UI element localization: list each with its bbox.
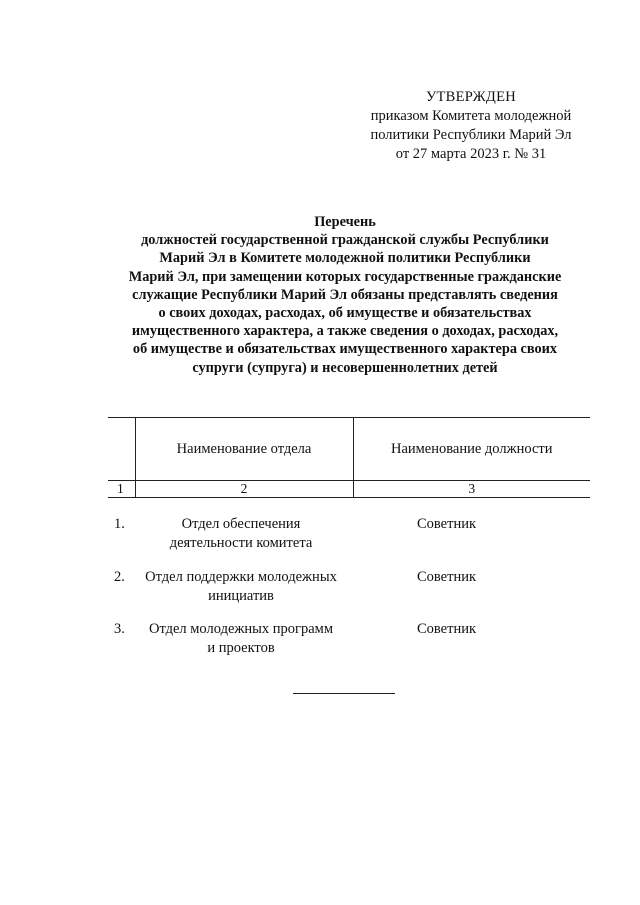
column-number-row: [108, 481, 590, 498]
title-line: Марий Эл в Комитете молодежной политики Республики: [159, 250, 531, 267]
row-position: Советник: [416, 621, 477, 637]
title-heading: Перечень: [314, 214, 376, 230]
positions-table: [108, 417, 590, 658]
title-line: имущественного характера, а также сведения о доходах, расходах,: [131, 323, 559, 340]
title-line: об имуществе и обязательствах имущественного характера своих: [132, 341, 558, 358]
header-position: Наименование должности: [353, 418, 590, 481]
department-line: деятельности комитета: [169, 535, 313, 551]
row-position: Советник: [416, 569, 477, 585]
approval-line: приказом Комитета молодежной: [370, 108, 572, 124]
column-number: 1: [108, 481, 135, 498]
department-line: и проектов: [207, 640, 275, 656]
department-line: Отдел поддержки молодежных: [145, 569, 337, 585]
table-row: [108, 498, 590, 554]
title-line: о своих доходах, расходах, об имуществе и обязательствах: [158, 305, 532, 322]
column-number: 2: [135, 481, 353, 498]
department-line: Отдел молодежных программ: [148, 621, 334, 637]
document-title: [100, 213, 590, 377]
row-department: [135, 498, 353, 554]
header-department: Наименование отдела: [135, 418, 353, 481]
row-index: 1.: [114, 516, 125, 532]
title-line: должностей государственной гражданской службы Республики: [141, 232, 549, 249]
table-header-row: [108, 418, 590, 481]
title-line: Марий Эл, при замещении которых государственные гражданские: [128, 268, 562, 285]
closing-divider: [293, 693, 395, 694]
title-line: служащие Республики Марий Эл обязаны представлять сведения: [132, 286, 558, 303]
row-index: 3.: [114, 621, 125, 637]
positions-table-container: [108, 417, 590, 658]
row-position: Советник: [416, 516, 477, 532]
table-row: [108, 553, 590, 606]
row-index: 2.: [114, 569, 125, 585]
header-number: [108, 418, 135, 481]
table-row: [108, 606, 590, 658]
approval-line: политики Республики Марий Эл: [370, 127, 572, 143]
approval-line: от 27 марта 2023 г. № 31: [395, 146, 547, 162]
title-line: супруги (супруга) и несовершеннолетних детей: [192, 359, 498, 376]
department-line: инициатив: [208, 588, 274, 604]
approval-stamp: УТВЕРЖДЕН: [425, 89, 517, 105]
column-number: 3: [353, 481, 590, 498]
row-department: [135, 553, 353, 606]
department-line: Отдел обеспечения: [181, 516, 301, 532]
row-department: [135, 606, 353, 658]
approval-block: [330, 88, 612, 164]
